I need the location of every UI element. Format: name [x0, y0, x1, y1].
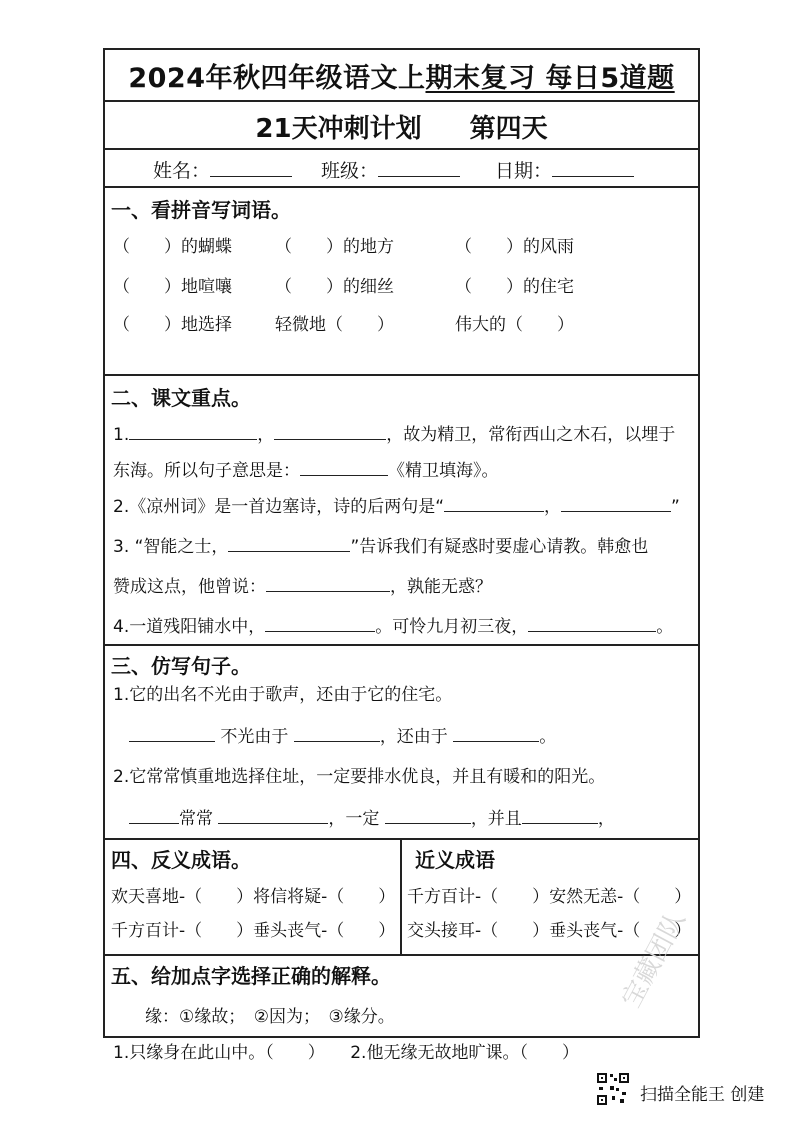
question-line[interactable]: 1.只缘身在此山中。（ ） 2.他无缘无故地旷课。（ ）: [113, 1043, 579, 1063]
idiom-line[interactable]: 千方百计-（ ）垂头丧气-（ ）: [111, 921, 396, 941]
subtitle-row: [105, 102, 698, 150]
pinyin-item[interactable]: （ ）的细丝: [275, 277, 394, 297]
section-5: [105, 956, 698, 1063]
class-field[interactable]: 班级：: [321, 156, 460, 183]
section-1: [105, 188, 698, 376]
page-subtitle: 21天冲刺计划 第四天: [255, 114, 548, 144]
pinyin-item[interactable]: 轻微地（ ）: [275, 315, 394, 335]
question-3-cont: 赞成这点，他曾说： ，孰能无惑？: [113, 572, 492, 597]
answer-line-1[interactable]: 不光由于 ，还由于 。: [129, 722, 556, 747]
options-line: 缘：①缘故； ②因为； ③缘分。: [145, 1007, 395, 1027]
section-heading: 四、反义成语。: [111, 848, 251, 872]
date-field[interactable]: 日期：: [495, 156, 634, 183]
pinyin-item[interactable]: （ ）的蝴蝶: [113, 237, 232, 257]
section-3: [105, 646, 698, 840]
column-divider: [400, 840, 402, 954]
idiom-line[interactable]: 欢天喜地-（ ）将信将疑-（ ）: [111, 887, 396, 907]
idiom-line[interactable]: 千方百计-（ ）安然无恙-（ ）: [407, 887, 692, 907]
worksheet: [103, 48, 700, 1063]
pinyin-item[interactable]: （ ）地喧嚷: [113, 277, 232, 297]
question-3: 3. “智能之士， ”告诉我们有疑惑时要虚心请教。韩愈也: [113, 532, 648, 557]
section-heading-right: 近义成语: [415, 848, 495, 872]
question-2: 2.《凉州词》是一首边塞诗，诗的后两句是“ ， ”: [113, 492, 680, 517]
student-info-row: [105, 150, 698, 188]
question-2: 2.它常常慎重地选择住址，一定要排水优良，并且有暖和的阳光。: [113, 767, 606, 787]
section-heading: 二、课文重点。: [111, 386, 251, 410]
section-2: [105, 376, 698, 646]
qr-code-icon: [596, 1072, 630, 1106]
pinyin-item[interactable]: （ ）的地方: [275, 237, 394, 257]
pinyin-item[interactable]: （ ）的住宅: [455, 277, 574, 297]
answer-line-2[interactable]: 常常 ，一定 ，并且 ，: [129, 804, 615, 829]
name-field[interactable]: 姓名：: [153, 156, 292, 183]
section-4: [105, 840, 698, 956]
question-1: 1. ， ，故为精卫，常衔西山之木石，以埋于: [113, 420, 675, 445]
question-1: 1.它的出名不光由于歌声，还由于它的住宅。: [113, 685, 453, 705]
section-heading: 三、仿写句子。: [111, 654, 251, 678]
question-1-cont: 东海。所以句子意思是： 《精卫填海》。: [113, 456, 499, 481]
section-heading: 一、看拼音写词语。: [111, 198, 291, 222]
pinyin-item[interactable]: （ ）地选择: [113, 315, 232, 335]
pinyin-item[interactable]: （ ）的风雨: [455, 237, 574, 257]
question-4: 4.一道残阳铺水中， 。可怜九月初三夜， 。: [113, 612, 673, 637]
watermark: 宝藏团队: [616, 906, 692, 1013]
section-heading: 五、给加点字选择正确的解释。: [111, 964, 391, 988]
scanner-brand: 扫描全能王 创建: [640, 1085, 765, 1105]
title-row: [105, 50, 698, 102]
page-title: 2024年秋四年级语文上期末复习 每日5道题: [128, 63, 675, 94]
idiom-line[interactable]: 交头接耳-（ ）垂头丧气-（ ）: [407, 921, 692, 941]
pinyin-item[interactable]: 伟大的（ ）: [455, 315, 574, 335]
